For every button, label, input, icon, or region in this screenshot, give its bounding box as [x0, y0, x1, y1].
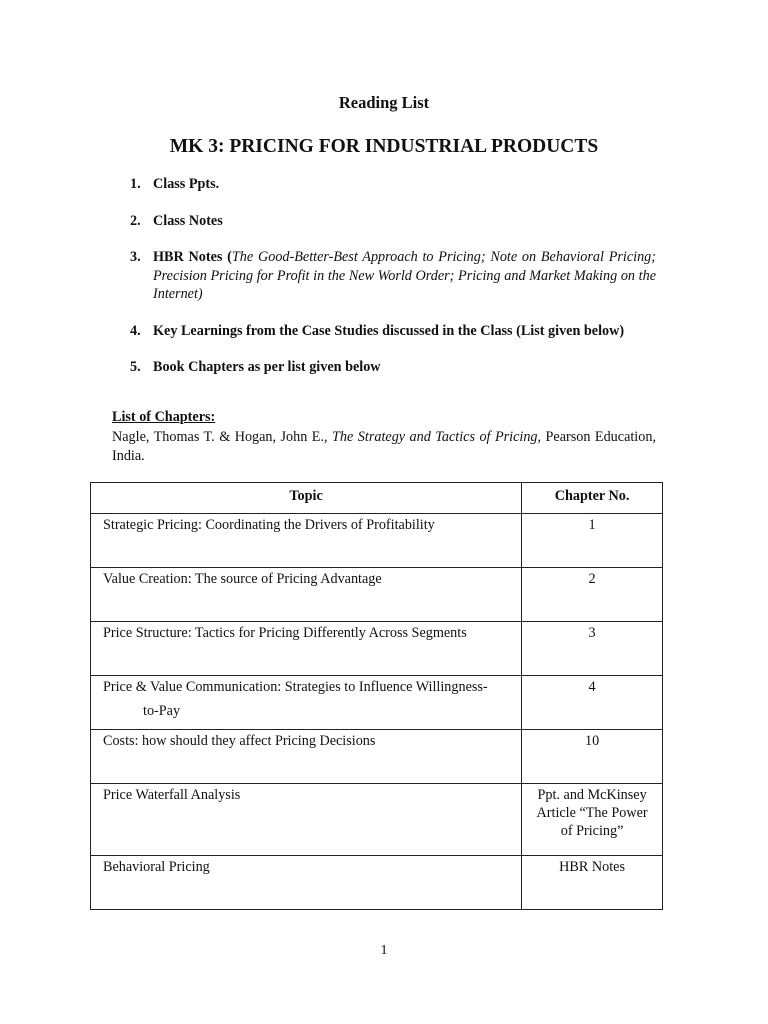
item-label: HBR Notes: [153, 249, 223, 265]
topic-text: Price & Value Communication: Strategies to Influence Willingness-: [103, 679, 488, 695]
table-header-row: [91, 483, 663, 514]
topic-cell: Price Structure: Tactics for Pricing Differently Across Segments: [91, 622, 522, 676]
column-header-topic: Topic: [91, 483, 522, 514]
table-row: [91, 568, 663, 622]
document-title: Reading List: [338, 93, 430, 112]
table-row: [91, 622, 663, 676]
chapter-cell: 1: [522, 514, 663, 568]
reading-item: [130, 175, 656, 194]
hbr-notes-titles: The Good-Better-Best Approach to Pricing; Note on Behavioral Pricing; Precision Pricing for Profit in the New World Order; Pricing and Market Making on the Internet: [153, 249, 656, 302]
topic-cell: [91, 676, 522, 730]
paren-open: (: [222, 249, 232, 265]
topic-text-continued: to-Pay: [143, 703, 181, 719]
item-text: Class Notes: [153, 212, 223, 229]
chapter-cell: 3: [522, 622, 663, 676]
table-row: [91, 514, 663, 568]
reading-list: [130, 175, 656, 395]
topic-cell: Value Creation: The source of Pricing Advantage: [91, 568, 522, 622]
chapter-cell: 4: [522, 676, 663, 730]
table-row: [91, 784, 663, 856]
topic-cell: Strategic Pricing: Coordinating the Drivers of Profitability: [91, 514, 522, 568]
topic-cell: Costs: how should they affect Pricing Decisions: [91, 730, 522, 784]
item-number: 2.: [130, 212, 141, 229]
item-number: 4.: [130, 322, 141, 339]
chapter-cell: 2: [522, 568, 663, 622]
reading-item: [130, 212, 656, 231]
table-row: [91, 676, 663, 730]
reading-item: [130, 322, 656, 341]
topic-cell: Price Waterfall Analysis: [91, 784, 522, 856]
book-reference: [112, 428, 656, 466]
item-text: Class Ppts.: [153, 176, 220, 192]
chapters-heading: List of Chapters:: [112, 409, 216, 425]
chapter-cell: 10: [522, 730, 663, 784]
reading-item: [130, 358, 656, 377]
reading-item: [130, 248, 656, 304]
chapter-cell: HBR Notes: [522, 856, 663, 910]
reference-title: The Strategy and Tactics of Pricing: [332, 429, 538, 445]
item-number: 1.: [130, 176, 141, 192]
item-number: 5.: [130, 359, 141, 375]
topic-cell: Behavioral Pricing: [91, 856, 522, 910]
item-text: Book Chapters as per list given below: [153, 359, 381, 375]
paren-close: ): [197, 286, 203, 302]
column-header-chapter: Chapter No.: [522, 483, 663, 514]
item-text: Key Learnings from the Case Studies discussed in the Class (List given below): [153, 322, 625, 339]
reference-authors: Nagle, Thomas T. & Hogan, John E.,: [112, 429, 333, 445]
chapters-table: [90, 482, 663, 910]
chapter-cell: Ppt. and McKinsey Article “The Power of Pricing”: [522, 784, 663, 856]
table-row: [91, 856, 663, 910]
table-row: [91, 730, 663, 784]
item-number: 3.: [130, 249, 141, 265]
reference-publisher: , Pearson Education, India.: [112, 429, 656, 464]
course-title: MK 3: PRICING FOR INDUSTRIAL PRODUCTS: [169, 136, 599, 157]
page-number: 1: [380, 943, 388, 958]
